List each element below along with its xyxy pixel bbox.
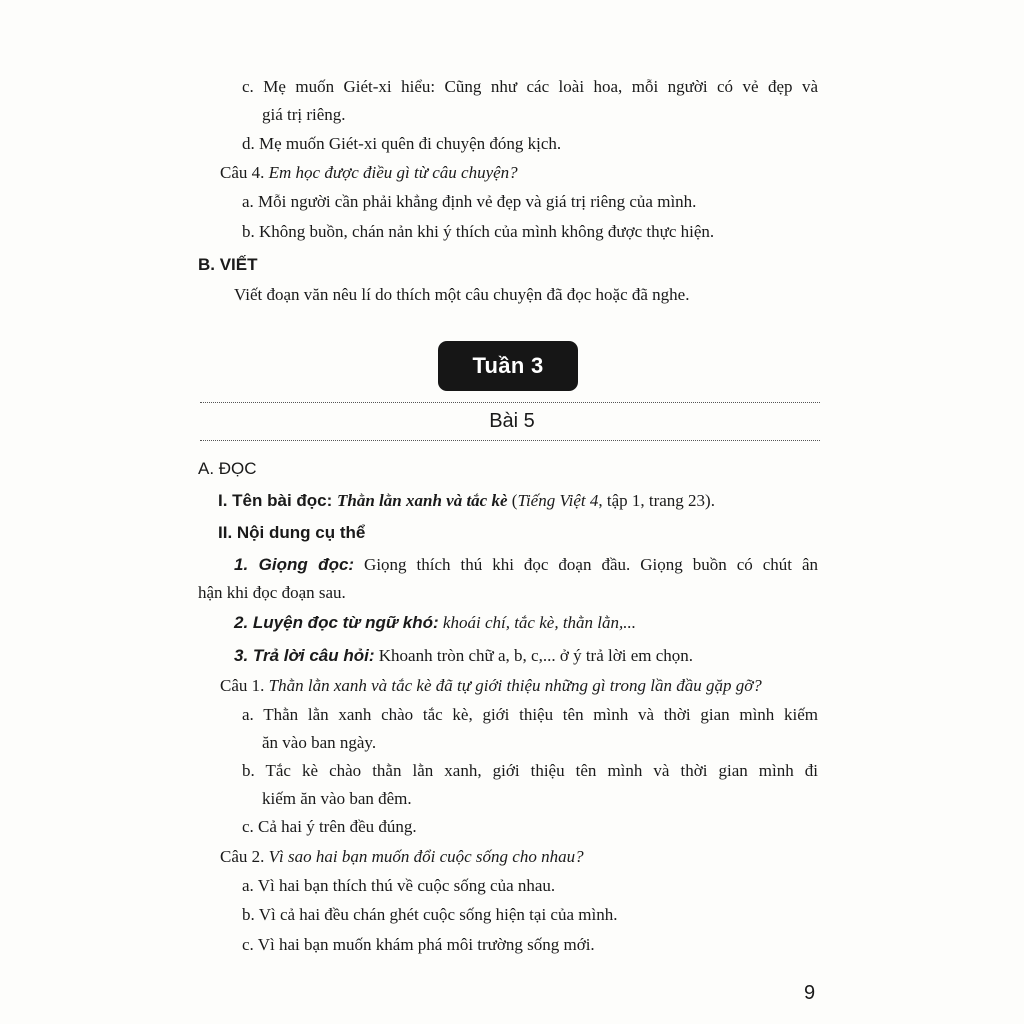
voice-text-line1: Giọng thích thú khi đọc đoạn đầu. Giọng buồn có chút ân	[354, 555, 819, 574]
question-4	[220, 162, 518, 184]
q4-option-a: a. Mỗi người cần phải khẳng định vẻ đẹp và giá trị riêng của mình.	[242, 192, 697, 211]
page-number: 9	[804, 982, 816, 1004]
lesson-title: Bài 5	[489, 410, 535, 432]
question-1	[220, 675, 762, 697]
q1-option-a-line2: ăn vào ban ngày.	[262, 733, 377, 752]
reading-title-line	[218, 490, 715, 512]
words-text: khoái chí, tắc kè, thằn lằn,...	[438, 613, 637, 632]
q4-option-b: b. Không buồn, chán nản khi ý thích của mình không được thực hiện.	[242, 222, 715, 241]
q3-option-c-line1: c. Mẹ muốn Giét-xi hiểu: Cũng như các loài hoa, mỗi người có vẻ đẹp và	[242, 77, 818, 96]
voice-label: 1. Giọng đọc:	[234, 555, 355, 574]
question-1-text: Thằn lằn xanh và tắc kè đã tự giới thiệu những gì trong lần đầu gặp gỡ?	[268, 676, 762, 695]
q1-option-a-line1: a. Thằn lằn xanh chào tắc kè, giới thiệu tên mình và thời gian mình kiếm	[242, 705, 818, 724]
reading-source-book: Tiếng Việt 4	[517, 491, 599, 510]
q2-option-b: b. Vì cả hai đều chán ghét cuộc sống hiện tại của mình.	[242, 905, 618, 924]
question-4-text: Em học được điều gì từ câu chuyện?	[268, 163, 518, 182]
question-2-text: Vì sao hai bạn muốn đổi cuộc sống cho nhau?	[268, 847, 584, 866]
divider-bottom	[200, 440, 820, 441]
week-badge: Tuần 3	[438, 341, 578, 391]
answer-line	[234, 645, 693, 667]
question-2-label: Câu 2.	[220, 847, 269, 866]
q2-option-a: a. Vì hai bạn thích thú về cuộc sống của nhau.	[242, 876, 556, 895]
question-4-label: Câu 4.	[220, 163, 269, 182]
voice-line1	[234, 554, 818, 576]
divider-top	[200, 402, 820, 403]
answer-label: 3. Trả lời câu hỏi:	[234, 646, 375, 665]
reading-title-label: I. Tên bài đọc:	[218, 491, 338, 510]
reading-source-rest: , tập 1, trang 23).	[598, 491, 715, 510]
words-line	[234, 612, 636, 634]
q1-option-b-line2: kiếm ăn vào ban đêm.	[262, 789, 412, 808]
writing-task: Viết đoạn văn nêu lí do thích một câu chuyện đã đọc hoặc đã nghe.	[234, 285, 690, 304]
words-label: 2. Luyện đọc từ ngữ khó:	[234, 613, 439, 632]
q1-option-c: c. Cả hai ý trên đều đúng.	[242, 817, 417, 836]
content-heading: II. Nội dung cụ thể	[218, 523, 366, 542]
question-1-label: Câu 1.	[220, 676, 269, 695]
reading-source-open: (	[507, 491, 518, 510]
q3-option-c-line2: giá trị riêng.	[262, 105, 346, 124]
answer-text: Khoanh tròn chữ a, b, c,... ở ý trả lời em chọn.	[374, 646, 694, 665]
writing-heading: B. VIẾT	[198, 255, 258, 274]
voice-text-line2: hận khi đọc đoạn sau.	[198, 583, 346, 602]
q1-option-b-line1: b. Tắc kè chào thằn lằn xanh, giới thiệu tên mình và thời gian mình đi	[242, 761, 818, 780]
q2-option-c: c. Vì hai bạn muốn khám phá môi trường sống mới.	[242, 935, 595, 954]
q3-option-d: d. Mẹ muốn Giét-xi quên đi chuyện đóng kịch.	[242, 134, 562, 153]
question-2	[220, 846, 584, 868]
reading-heading: A. ĐỌC	[198, 459, 257, 478]
reading-title-name: Thằn lằn xanh và tắc kè	[337, 491, 508, 510]
